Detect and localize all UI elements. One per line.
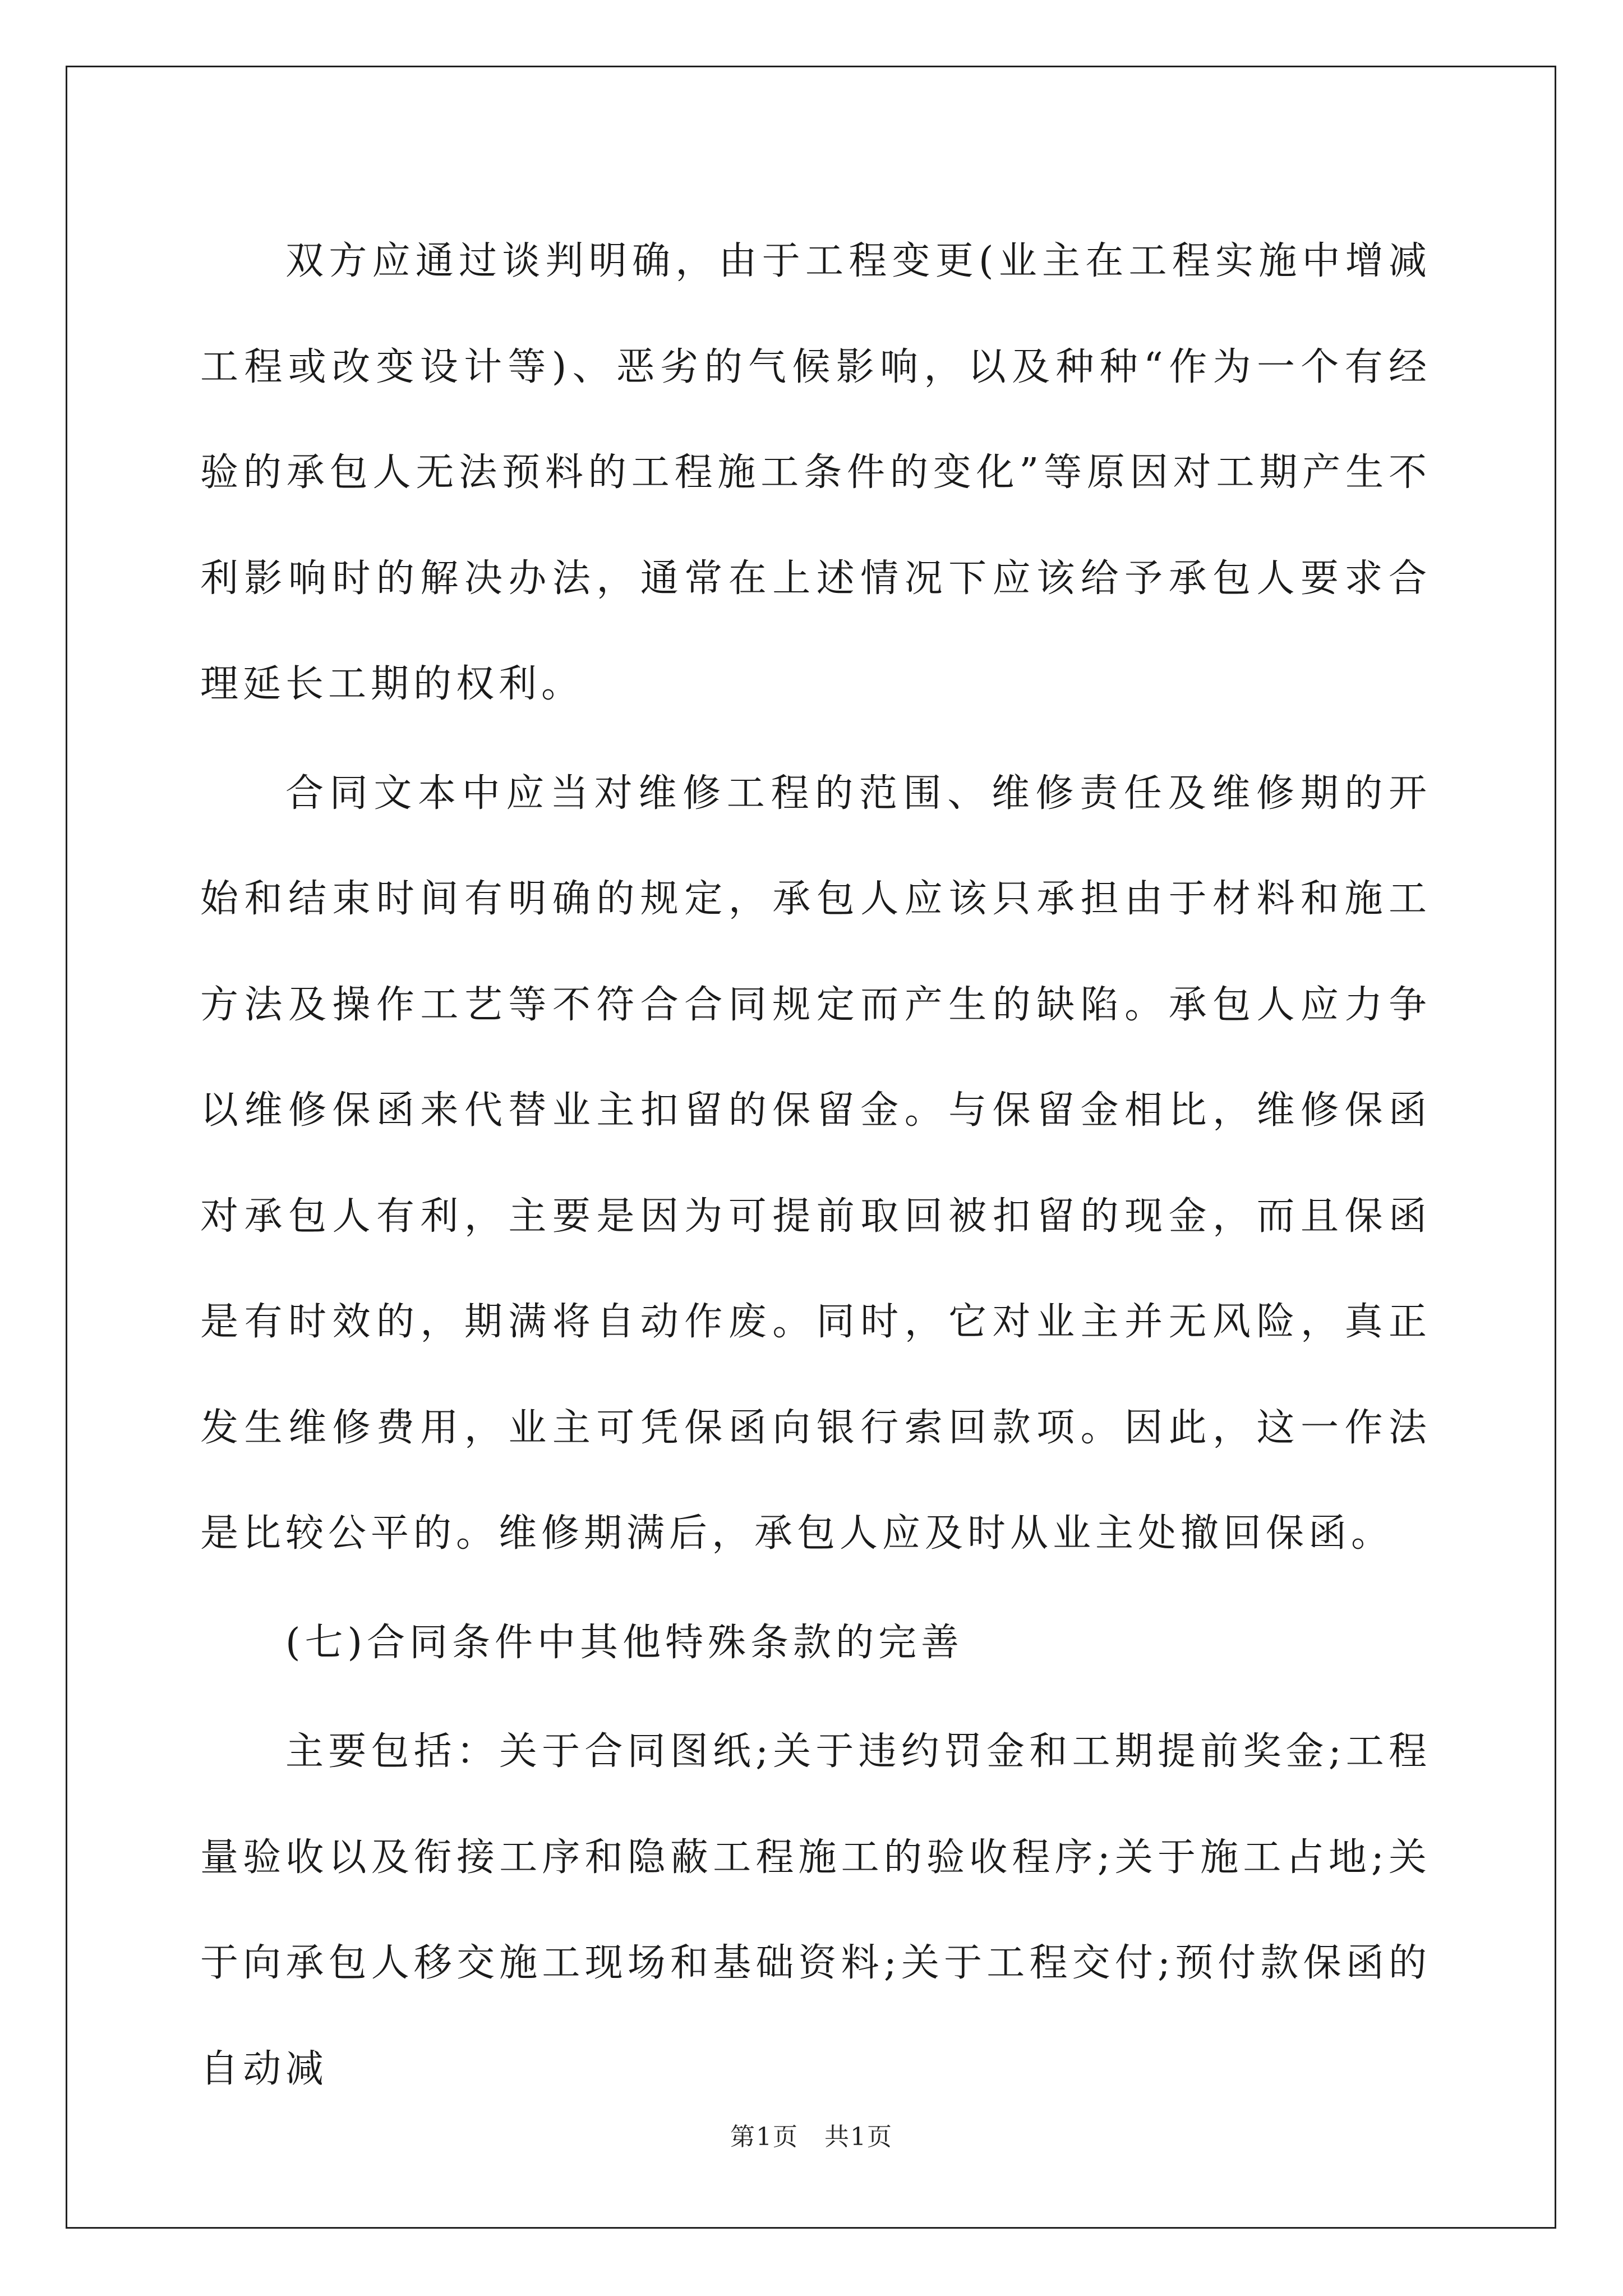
section-heading-special-clauses: (七)合同条件中其他特殊条款的完善 bbox=[285, 1620, 964, 1665]
document-body bbox=[200, 209, 1431, 2125]
page-footer: 第1页 共1页 bbox=[730, 2123, 893, 2151]
paragraph-schedule-extension: 双方应通过谈判明确，由于工程变更(业主在工程实施中增减工程或改变设计等)、恶劣的气候影响，以及种种“作为一个有经验的承包人无法预料的工程施工条件的变化”等原因对工期产生不利影响时的解决办法，通常在上述情况下应该给予承包人要求合理延长工期的权利。 bbox=[200, 239, 1431, 706]
paragraph-maintenance-guarantee: 合同文本中应当对维修工程的范围、维修责任及维修期的开始和结束时间有明确的规定，承包人应该只承担由于材料和施工方法及操作工艺等不符合合同规定而产生的缺陷。承包人应力争以维修保函来代替业主扣留的保留金。与保留金相比，维修保函对承包人有利，主要是因为可提前取回被扣留的现金，而且保函是有时效的，期满将自动作废。同时，它对业主并无风险，真正发生维修费用，业主可凭保函向银行索回款项。因此，这一作法是比较公平的。维修期满后，承包人应及时从业主处撤回保函。 bbox=[200, 771, 1431, 1556]
paragraph-special-clauses: 主要包括：关于合同图纸;关于违约罚金和工期提前奖金;工程量验收以及衔接工序和隐蔽工程施工的验收程序;关于施工占地;关于向承包人移交施工现场和基础资料;关于工程交付;预付款保函的自动减 bbox=[200, 1729, 1431, 2091]
